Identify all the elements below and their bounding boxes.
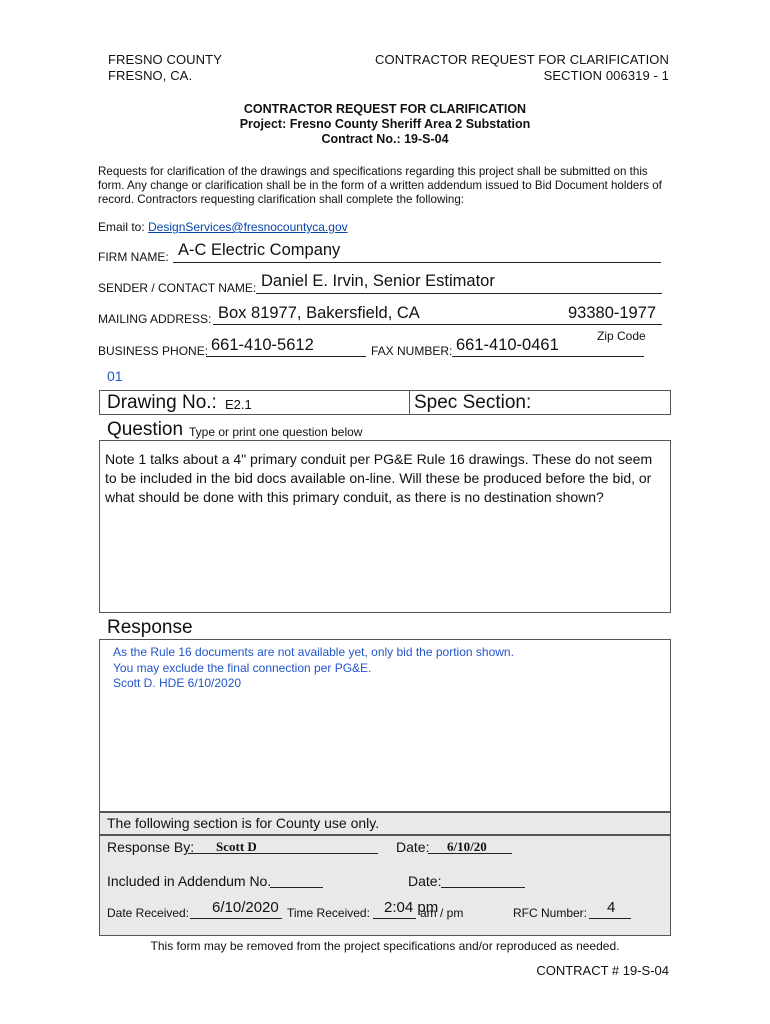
mailing-underline	[213, 324, 662, 325]
phone-label: BUSINESS PHONE:	[98, 344, 209, 358]
mailing-label: MAILING ADDRESS:	[98, 312, 212, 326]
sender-value[interactable]: Daniel E. Irvin, Senior Estimator	[261, 272, 495, 290]
rfc-underline	[589, 918, 631, 919]
header-county-line1: FRESNO COUNTY	[108, 52, 222, 67]
footer-contract: CONTRACT # 19-S-04	[536, 963, 669, 978]
header-county-line2: FRESNO, CA.	[108, 68, 193, 83]
response-line1: As the Rule 16 documents are not available yet, only bid the portion shown.	[113, 645, 514, 659]
rfc-number-value[interactable]: 4	[607, 899, 616, 916]
sender-underline	[256, 293, 662, 294]
question-text: Note 1 talks about a 4" primary conduit per PG&E Rule 16 drawings. These do not seem to be included in the bid docs available on-line. Will these be produced before the bid, or what should be done with this primary conduit, as there is no destination shown?	[105, 451, 653, 505]
intro-paragraph: Requests for clarification of the drawings and specifications regarding this project shall be submitted on this form. Any change or clarification shall be in the form of a written addendum issued to Bid Document holders of record. Contractors requesting clarification shall complete the following:	[98, 165, 662, 206]
fax-underline	[452, 356, 644, 357]
rfc-number-label: RFC Number:	[513, 906, 588, 920]
fax-value[interactable]: 661-410-0461	[456, 336, 559, 354]
date-received-label: Date Received:	[107, 906, 190, 920]
zip-label: Zip Code	[597, 329, 646, 343]
phone-underline	[206, 356, 366, 357]
phone-value[interactable]: 661-410-5612	[211, 336, 314, 354]
question-box[interactable]	[99, 440, 671, 613]
header-county	[108, 52, 222, 84]
date-label: Date:	[396, 839, 430, 855]
date-value[interactable]: 6/10/20	[447, 839, 487, 854]
firm-value[interactable]: A-C Electric Company	[178, 241, 341, 259]
response-line3: Scott D. HDE 6/10/2020	[113, 676, 242, 690]
footer-note: This form may be removed from the project specifications and/or reproduced as needed.	[150, 939, 620, 953]
am-pm-label: am / pm	[420, 906, 464, 920]
drawing-spec-divider	[409, 391, 410, 414]
form-title-line1: CONTRACTOR REQUEST FOR CLARIFICATION	[243, 102, 527, 116]
email-link[interactable]: DesignServices@fresnocountyca.gov	[148, 220, 348, 234]
drawing-value[interactable]: E2.1	[225, 397, 252, 412]
header-section-line1: CONTRACTOR REQUEST FOR CLARIFICATION	[375, 52, 669, 67]
response-label: Response	[107, 617, 193, 638]
time-received-value[interactable]: 2:04 pm	[384, 899, 439, 916]
drawing-label: Drawing No.:	[107, 392, 217, 413]
question-hint: Type or print one question below	[189, 425, 363, 439]
header-section	[375, 52, 669, 84]
zip-value[interactable]: 93380-1977	[568, 304, 657, 322]
spec-section-label: Spec Section:	[414, 392, 532, 413]
question-label: Question	[107, 419, 184, 440]
email-line	[98, 220, 348, 234]
form-title-project: Project: Fresno County Sheriff Area 2 Substation	[239, 117, 531, 131]
time-received-underline	[373, 918, 416, 919]
time-received-label: Time Received:	[287, 906, 370, 920]
date2-underline	[441, 887, 525, 888]
response-box[interactable]	[99, 639, 671, 812]
response-by-label: Response By:	[107, 839, 195, 855]
form-title	[0, 102, 770, 147]
fax-label: FAX NUMBER:	[371, 344, 453, 358]
request-number: 01	[107, 368, 123, 384]
mailing-value[interactable]: Box 81977, Bakersfield, CA	[218, 304, 420, 322]
sender-label: SENDER / CONTACT NAME:	[98, 281, 257, 295]
response-text	[113, 645, 514, 692]
date2-label: Date:	[408, 873, 442, 889]
date-received-underline	[190, 918, 282, 919]
response-by-value[interactable]: Scott D	[216, 839, 257, 854]
addendum-underline	[270, 887, 323, 888]
form-title-contract: Contract No.: 19-S-04	[321, 132, 449, 146]
date-received-value[interactable]: 6/10/2020	[212, 899, 279, 916]
county-heading: The following section is for County use only.	[107, 815, 380, 831]
email-label: Email to:	[98, 220, 149, 234]
header-section-line2: SECTION 006319 - 1	[543, 68, 669, 83]
firm-underline	[173, 262, 661, 263]
included-addendum-label: Included in Addendum No.	[107, 873, 272, 889]
firm-label: FIRM NAME:	[98, 250, 169, 264]
response-line2: You may exclude the final connection per PG&E.	[113, 660, 372, 675]
